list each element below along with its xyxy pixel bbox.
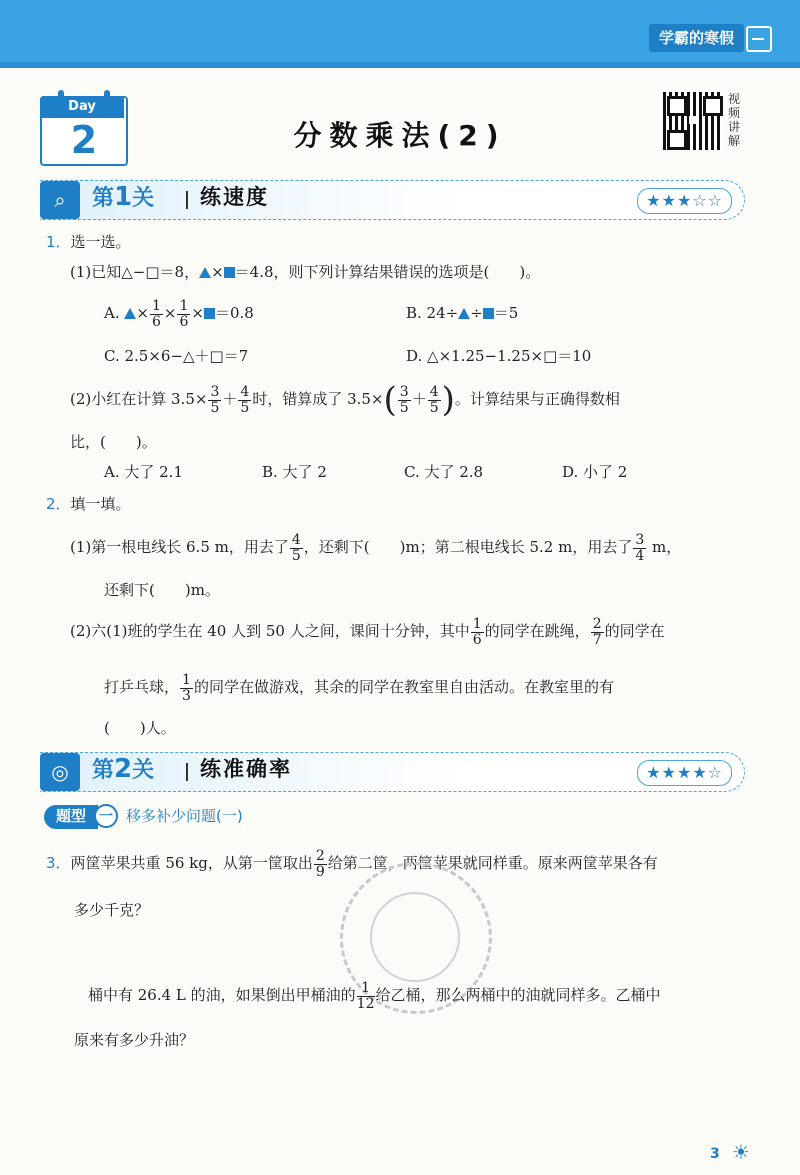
q2-part2: (2)六(1)班的学生在 40 人到 50 人之间，课间十分钟，其中 $\frac{1}{6}$ 的同学在跳绳， $\frac{2}{7}$ 的同学在 [70, 615, 665, 648]
q2-part1-cont: 还剩下( )m。 [104, 581, 220, 599]
question-4: 桶中有 26.4 L 的油，如果倒出甲桶油的 $\frac{1}{12}$ 给乙桶，那么两桶中的油就同样多。乙桶中 [88, 979, 661, 1012]
q1-p2-option-a: A. 大了 2.1 [104, 463, 183, 481]
target-icon: ◎ [40, 753, 80, 791]
question-1: 1．选一选。 [46, 233, 131, 251]
q1-p2-option-b: B. 大了 2 [262, 463, 327, 481]
problem-type-bar [44, 804, 243, 828]
day-label: Day [40, 96, 124, 118]
triangle-icon [458, 308, 470, 319]
q1-p2-option-c: C. 大了 2.8 [404, 463, 484, 481]
q2-part1: (1)第一根电线长 6.5 m，用去了 $\frac{4}{5}$ ，还剩下( )m；第二根电线长 5.2 m，用去了 $\frac{3}{4}$ m， [70, 531, 682, 564]
sun-swirl-icon: ☀ [732, 1140, 750, 1164]
series-title: 学霸的寒假 [649, 24, 744, 52]
divider [186, 191, 188, 209]
question-4-cont: 原来有多少升油？ [74, 1031, 195, 1049]
q1-p2-option-d: D. 小了 2 [562, 463, 628, 481]
banner-stripe [0, 62, 800, 68]
section-level: 第1关 [92, 182, 155, 212]
page-number: 3 [710, 1146, 720, 1162]
section-name: 练速度 [200, 185, 269, 209]
q1-part2: (2)小红在计算 3.5× $\frac{3}{5}$ ＋ $\frac{4}{5}$ 时，错算成了 3.5×( $\frac{3}{5}$ ＋ $\frac{4}{5}$ )。计算结果与正确得数相 [70, 380, 620, 420]
question-3: 3．两筐苹果共重 56 kg，从第一筐取出 $\frac{2}{9}$ 给第二筐，两筐苹果就同样重。原来两筐苹果各有 [46, 847, 658, 880]
book-search-icon: ⌕ [40, 181, 80, 219]
question-3-cont: 多少千克？ [74, 901, 150, 919]
type-title: 移多补少问题(一) [126, 807, 243, 825]
section-level: 第2关 [92, 754, 155, 784]
square-icon [224, 267, 235, 278]
square-icon [204, 308, 215, 319]
difficulty-stars: ★★★☆☆ [637, 188, 732, 214]
question-2: 2．填一填。 [46, 495, 131, 513]
video-caption: 视 频 讲 解 [728, 92, 741, 148]
day-number: 2 [70, 118, 98, 162]
q1-part2-cont: 比，( )。 [70, 433, 157, 451]
divider [186, 763, 188, 781]
section-name: 练准确率 [200, 757, 292, 781]
q1-option-a: A. × $\frac{1}{6}$ × $\frac{1}{6}$ × ＝0.8 [104, 297, 254, 330]
book-icon [746, 26, 772, 52]
square-icon [483, 308, 494, 319]
triangle-icon [199, 267, 211, 278]
difficulty-stars: ★★★★☆ [637, 760, 732, 786]
page-title: 分数乘法(2) [293, 119, 507, 152]
type-label: 题型 [44, 805, 98, 829]
qr-code-icon[interactable] [663, 92, 723, 150]
watermark-stamp-inner [370, 892, 460, 982]
section-header-speed [40, 180, 745, 220]
q1-part1: (1)已知△−□＝8， × ＝4.8，则下列计算结果错误的选项是( )。 [70, 263, 541, 281]
q1-option-b: B. 24÷ ÷ ＝5 [406, 304, 519, 322]
section-header-accuracy [40, 752, 745, 792]
q1-option-c: C. 2.5×6−△＋□＝7 [104, 347, 249, 365]
q2-part2-line2: 打乒乓球， $\frac{1}{3}$ 的同学在做游戏，其余的同学在教室里自由活动。在教室里的有 [104, 671, 614, 704]
q2-part2-line3: ( )人。 [104, 719, 176, 737]
q1-option-d: D. △×1.25−1.25×□＝10 [406, 347, 592, 365]
type-number: 一 [94, 804, 118, 828]
triangle-icon [124, 308, 136, 319]
